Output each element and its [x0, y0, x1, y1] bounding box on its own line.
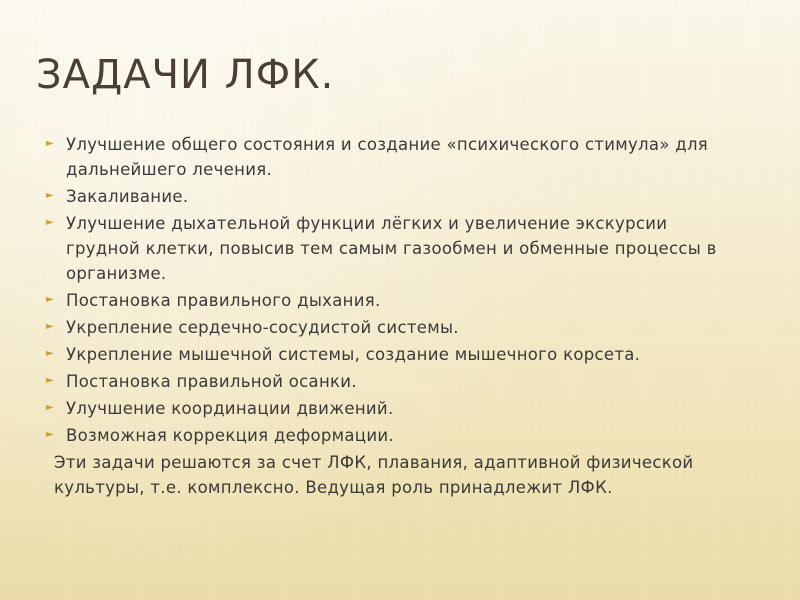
- bullet-text: Закаливание.: [66, 187, 189, 206]
- bullet-text: Улучшение дыхательной функции лёгких и увеличение экскурсии грудной клетки, повысив тем самым газообмен и обменные процессы в организме.: [66, 214, 717, 283]
- bullet-marker-icon: ►: [46, 321, 54, 332]
- bullet-item: [46, 132, 746, 182]
- slide-content: [46, 132, 746, 500]
- bullet-marker-icon: ►: [46, 429, 54, 440]
- bullet-text: Улучшение координации движений.: [66, 399, 394, 418]
- summary-paragraph: Эти задачи решаются за счет ЛФК, плавания, адаптивной физической культуры, т.е. комплексно. Ведущая роль принадлежит ЛФК.: [54, 453, 694, 497]
- bullet-text: Постановка правильного дыхания.: [66, 291, 381, 310]
- bullet-item: [46, 342, 746, 367]
- bullet-marker-icon: ►: [46, 190, 54, 201]
- bullet-marker-icon: ►: [46, 348, 54, 359]
- bullet-item: [46, 369, 746, 394]
- bullet-item: [46, 184, 746, 209]
- bullet-marker-icon: ►: [46, 217, 54, 228]
- bullet-item: [46, 315, 746, 340]
- bullet-marker-icon: ►: [46, 294, 54, 305]
- slide-title: ЗАДАЧИ ЛФК.: [36, 52, 335, 98]
- bullet-text: Укрепление мышечной системы, создание мышечного корсета.: [66, 345, 641, 364]
- bullet-text: Возможная коррекция деформации.: [66, 426, 394, 445]
- bullet-item: [46, 288, 746, 313]
- bullet-text: Постановка правильной осанки.: [66, 372, 357, 391]
- bullet-marker-icon: ►: [46, 402, 54, 413]
- bullet-marker-icon: ►: [46, 138, 54, 149]
- bullet-text: Улучшение общего состояния и создание «психического стимула» для дальнейшего лечения.: [66, 135, 709, 179]
- bullet-text: Укрепление сердечно-сосудистой системы.: [66, 318, 459, 337]
- bullet-item: [46, 211, 746, 286]
- bullet-item: [46, 423, 746, 448]
- bullet-marker-icon: ►: [46, 375, 54, 386]
- bullet-item: [46, 396, 746, 421]
